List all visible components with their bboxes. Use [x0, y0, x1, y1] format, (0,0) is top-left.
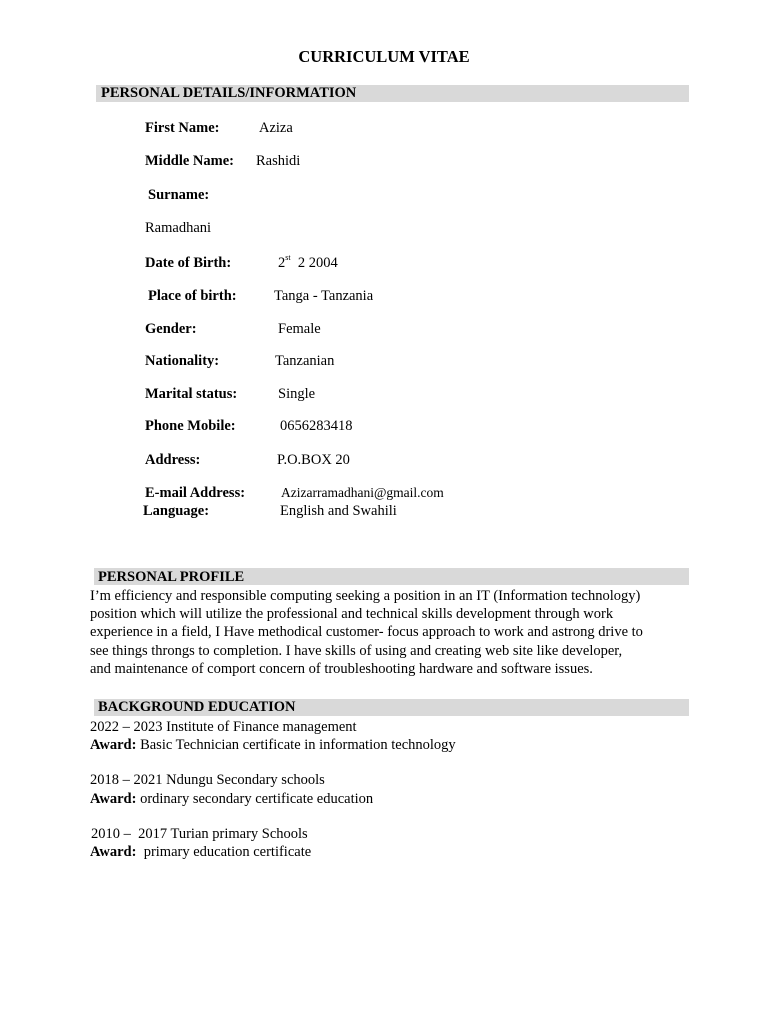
award-value: ordinary secondary certificate education: [136, 791, 374, 807]
surname-label: Surname:: [148, 187, 210, 203]
profile-line: and maintenance of comport concern of troubleshooting hardware and software issues.: [90, 660, 593, 677]
profile-line: experience in a field, I Have methodical customer- focus approach to work and astrong drive to: [90, 624, 643, 641]
surname-value: Ramadhani: [145, 220, 212, 236]
middle-name-label: Middle Name:: [145, 153, 234, 169]
section-heading-profile: PERSONAL PROFILE: [98, 569, 245, 585]
phone-value: 0656283418: [280, 418, 353, 434]
education-period: 2018 – 2021 Ndungu Secondary schools: [90, 772, 325, 788]
award-label: Award:: [90, 844, 137, 860]
pob-value: Tanga - Tanzania: [274, 288, 374, 304]
nationality-label: Nationality:: [145, 353, 220, 369]
middle-name-value: Rashidi: [256, 153, 301, 169]
language-value: English and Swahili: [280, 503, 397, 519]
award-value: primary education certificate: [136, 844, 312, 860]
phone-label: Phone Mobile:: [145, 418, 236, 434]
marital-status-value: Single: [278, 386, 316, 402]
profile-line: see things throngs to completion. I have skills of using and creating web site like developer,: [90, 642, 623, 659]
profile-paragraph: [90, 587, 680, 678]
email-value: Azizarramadhani@gmail.com: [281, 485, 444, 500]
gender-label: Gender:: [145, 321, 197, 337]
address-value: P.O.BOX 20: [277, 452, 350, 468]
education-award: [90, 843, 311, 861]
first-name-label: First Name:: [145, 120, 220, 136]
education-award: [90, 790, 373, 808]
section-heading-education: BACKGROUND EDUCATION: [98, 699, 296, 715]
education-period: 2010 – 2017 Turian primary Schools: [91, 826, 308, 842]
pob-label: Place of birth:: [148, 288, 237, 304]
section-heading-personal: PERSONAL DETAILS/INFORMATION: [101, 85, 357, 101]
page-title: CURRICULUM VITAE: [298, 47, 470, 66]
award-value: Basic Technician certificate in information technology: [136, 737, 456, 753]
address-label: Address:: [145, 452, 201, 468]
education-award: [90, 736, 456, 754]
first-name-value: Aziza: [259, 120, 293, 136]
nationality-value: Tanzanian: [275, 353, 335, 369]
gender-value: Female: [278, 321, 321, 337]
dob-label: Date of Birth:: [145, 255, 232, 271]
dob-rest: 2 2004: [297, 255, 338, 271]
email-label: E-mail Address:: [145, 485, 246, 501]
marital-status-label: Marital status:: [145, 386, 238, 402]
award-label: Award:: [90, 737, 137, 753]
profile-line: position which will utilize the professional and technical skills development through work: [90, 606, 614, 623]
dob-day: 2: [278, 255, 286, 271]
dob-suffix: st: [285, 253, 291, 262]
dob-value: [278, 254, 338, 272]
profile-line: I’m efficiency and responsible computing seeking a position in an IT (Information technology): [90, 588, 641, 604]
award-label: Award:: [90, 791, 137, 807]
language-label: Language:: [143, 503, 210, 519]
education-period: 2022 – 2023 Institute of Finance management: [90, 719, 357, 735]
